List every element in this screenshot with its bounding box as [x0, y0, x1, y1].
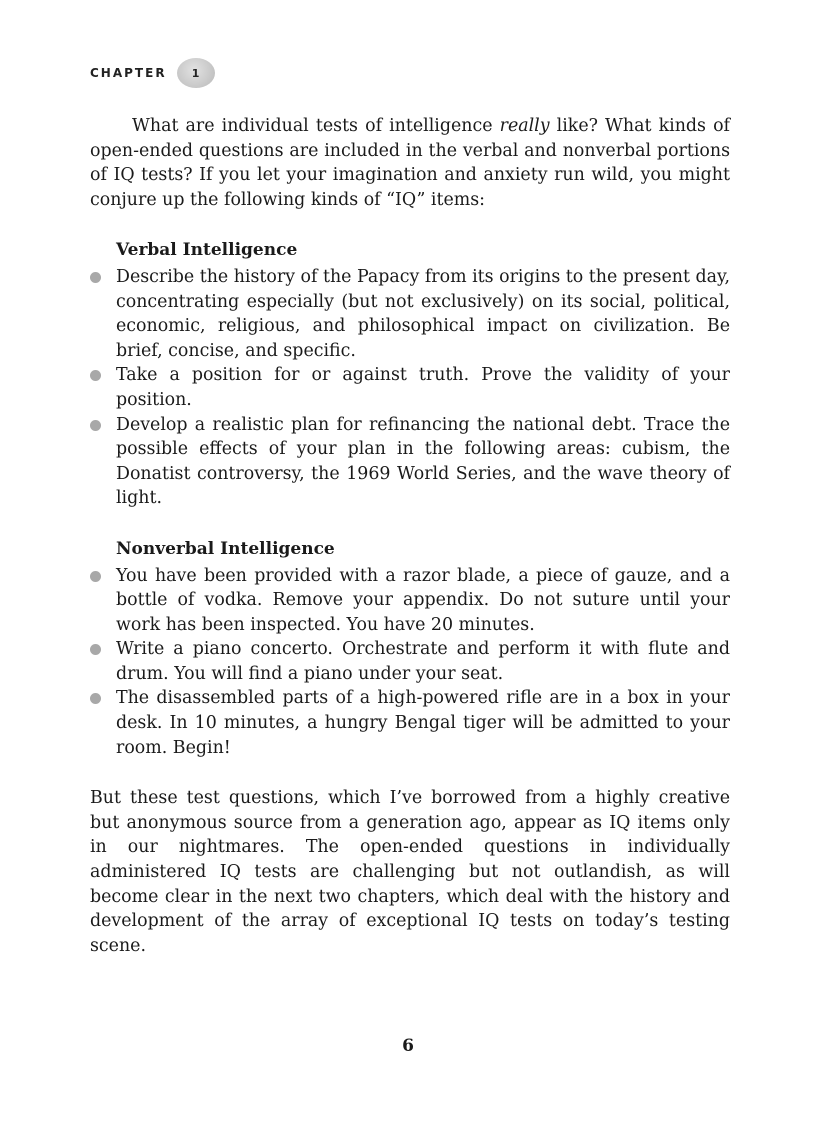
- chapter-label: CHAPTER: [90, 66, 167, 80]
- list-item-text: You have been provided with a razor blade, a piece of gauze, and a bottle of vodka. Remove your appendix. Do not suture until your work has been inspected. You have 20 minutes.: [116, 565, 730, 635]
- page-number: 6: [402, 1036, 414, 1056]
- list-item: [90, 686, 730, 760]
- intro-text-start: What are individual tests of intelligence: [132, 116, 500, 136]
- chapter-header: [90, 60, 215, 86]
- intro-emphasis: really: [499, 116, 550, 136]
- verbal-item-list: [90, 265, 730, 511]
- list-item: [90, 265, 730, 363]
- section-heading-verbal: Verbal Intelligence: [116, 240, 298, 261]
- closing-paragraph: But these test questions, which I’ve borrowed from a highly creative but anonymous source from a generation ago, appear as IQ items only in our nightmares. The open-ended questions in individually administered IQ tests are challenging but not outlandish, as will become clear in the next two chapters, which deal with the history and development of the array of exceptional IQ tests on today’s testing scene.: [90, 788, 730, 956]
- list-item-text: Describe the history of the Papacy from its origins to the present day, concentrating especially (but not exclusively) on its social, political, economic, religious, and philosophical impact on civilization. Be brief, concise, and specific.: [116, 266, 731, 361]
- chapter-number: 1: [191, 66, 200, 80]
- list-item: [90, 413, 730, 511]
- bullet-icon: [90, 420, 101, 431]
- bullet-icon: [90, 571, 101, 582]
- list-item: [90, 564, 730, 638]
- bullet-icon: [90, 272, 101, 283]
- intro-paragraph: [90, 114, 730, 212]
- list-item-text: Take a position for or against truth. Prove the validity of your position.: [116, 365, 730, 410]
- nonverbal-item-list: [90, 564, 730, 761]
- list-item: [90, 363, 730, 412]
- bullet-icon: [90, 644, 101, 655]
- list-item-text: The disassembled parts of a high-powered rifle are in a box in your desk. In 10 minutes, a hungry Bengal tiger will be admitted to your room. Begin!: [116, 688, 730, 758]
- bullet-icon: [90, 693, 101, 704]
- list-item-text: Write a piano concerto. Orchestrate and perform it with flute and drum. You will find a piano under your seat.: [116, 639, 730, 684]
- bullet-icon: [90, 370, 101, 381]
- section-heading-nonverbal: Nonverbal Intelligence: [116, 538, 335, 559]
- list-item: [90, 637, 730, 686]
- list-item-text: Develop a realistic plan for refinancing the national debt. Trace the possible effects of your plan in the following areas: cubism, the Donatist controversy, the 1969 World Series, and the wave theory of light.: [116, 414, 730, 509]
- chapter-number-badge: [177, 58, 215, 88]
- page-content: [90, 114, 730, 958]
- intro-text-end: like? What kinds of open-ended questions are included in the verbal and nonverbal portions of IQ tests? If you let your imagination and anxiety run wild, you might conjure up the following kinds of “IQ” items:: [90, 116, 730, 210]
